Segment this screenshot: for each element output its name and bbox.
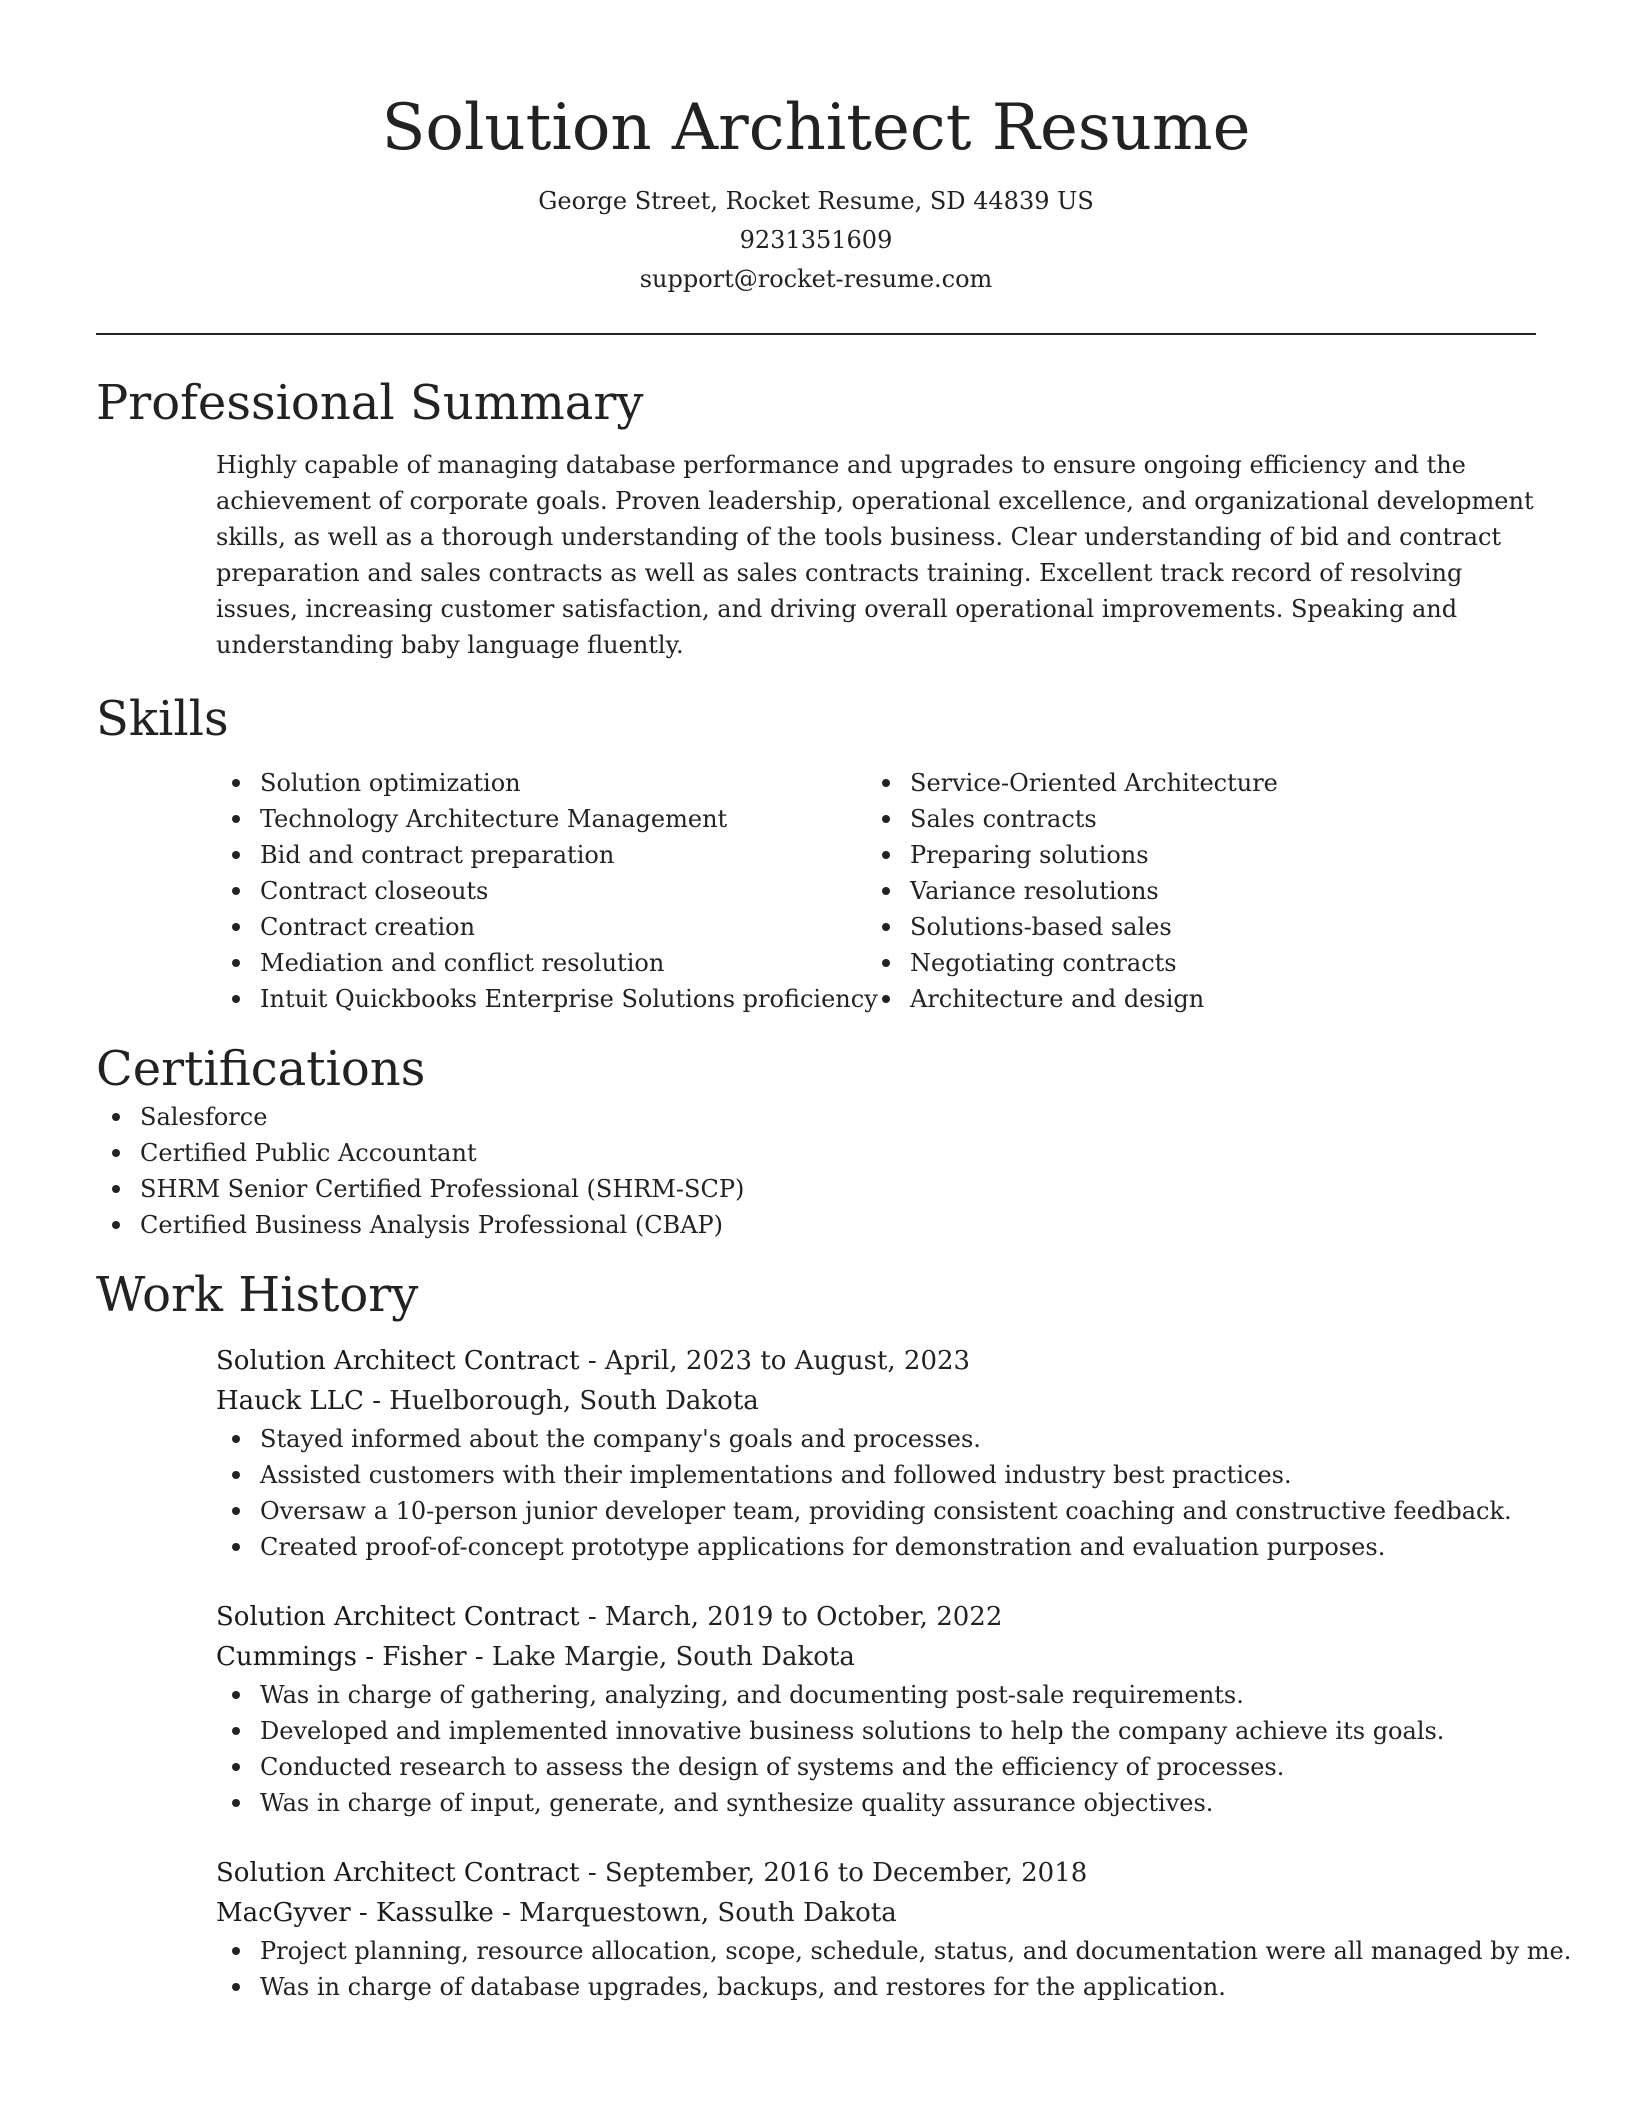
skill-item: Contract creation	[216, 909, 866, 945]
certification-item: SHRM Senior Certified Professional (SHRM-SCP)	[96, 1171, 1536, 1207]
job-title: Solution Architect Contract	[216, 1346, 580, 1376]
contact-email: support@rocket-resume.com	[639, 265, 993, 293]
contact-address: George Street, Rocket Resume, SD 44839 US	[538, 187, 1094, 215]
job-bullet: Was in charge of gathering, analyzing, and documenting post-sale requirements.	[216, 1677, 1536, 1713]
job-entry	[216, 1597, 1536, 1821]
job-dates: - March, 2019 to October, 2022	[579, 1602, 1003, 1632]
job-bullet: Was in charge of database upgrades, backups, and restores for the application.	[216, 1969, 1536, 2005]
certifications-list	[96, 1099, 1536, 1243]
job-bullet: Assisted customers with their implementations and followed industry best practices.	[216, 1457, 1536, 1493]
skill-item: Solutions-based sales	[866, 909, 1278, 945]
summary-text: Highly capable of managing database performance and upgrades to ensure ongoing efficiency and the achievement of corporate goals. Proven leadership, operational excellence, and organizational development skills, as well as a thorough understanding of the tools business. Clear understanding of bid and contract preparation and sales contracts as well as sales contracts training. Excellent track record of resolving issues, increasing customer satisfaction, and driving overall operational improvements. Speaking and understanding baby language fluently.	[216, 451, 1534, 659]
skill-item: Negotiating contracts	[866, 945, 1278, 981]
job-bullet: Was in charge of input, generate, and synthesize quality assurance objectives.	[216, 1785, 1536, 1821]
contact-block	[96, 182, 1536, 299]
resume-title: Solution Architect Resume	[381, 91, 1251, 165]
skill-item: Technology Architecture Management	[216, 801, 866, 837]
work-history-section	[96, 1265, 1572, 2005]
skill-item: Intuit Quickbooks Enterprise Solutions proficiency	[216, 981, 866, 1017]
skill-item: Architecture and design	[866, 981, 1278, 1017]
job-location: - Marquestown, South Dakota	[493, 1898, 897, 1928]
job-bullets	[216, 1421, 1536, 1565]
job-bullet: Created proof-of-concept prototype applications for demonstration and evaluation purposes.	[216, 1529, 1536, 1565]
job-title: Solution Architect Contract	[216, 1858, 580, 1888]
skill-item: Bid and contract preparation	[216, 837, 866, 873]
skill-item: Service-Oriented Architecture	[866, 765, 1278, 801]
summary-section	[96, 373, 1536, 663]
summary-heading: Professional Summary	[96, 375, 644, 431]
job-bullet: Stayed informed about the company's goals and processes.	[216, 1421, 1536, 1457]
job-location: - Huelborough, South Dakota	[363, 1386, 759, 1416]
skills-heading: Skills	[96, 691, 229, 747]
certifications-heading: Certifications	[96, 1041, 426, 1097]
skill-item: Sales contracts	[866, 801, 1278, 837]
contact-phone: 9231351609	[739, 226, 893, 254]
job-bullets	[216, 1933, 1572, 2005]
job-company-line	[216, 1893, 1536, 1933]
certification-item: Salesforce	[96, 1099, 1536, 1135]
job-title: Solution Architect Contract	[216, 1602, 580, 1632]
certification-item: Certified Business Analysis Professional (CBAP)	[96, 1207, 1536, 1243]
skills-section	[96, 689, 1536, 1017]
skill-item: Solution optimization	[216, 765, 866, 801]
job-company: Hauck LLC	[216, 1386, 364, 1416]
skill-item: Contract closeouts	[216, 873, 866, 909]
skill-item: Variance resolutions	[866, 873, 1278, 909]
work-history-heading: Work History	[96, 1267, 419, 1323]
skill-item: Mediation and conflict resolution	[216, 945, 866, 981]
header-divider	[96, 333, 1536, 335]
skills-list-right	[866, 765, 1278, 1017]
job-company: Cummings - Fisher	[216, 1642, 467, 1672]
certifications-section	[96, 1039, 1536, 1243]
job-entry	[216, 1853, 1572, 2005]
job-dates: - September, 2016 to December, 2018	[579, 1858, 1088, 1888]
skills-list-left	[216, 765, 878, 1017]
job-title-line	[216, 1853, 1536, 1893]
job-company-line	[216, 1381, 1536, 1421]
job-company-line	[216, 1637, 1536, 1677]
skills-grid	[96, 765, 1536, 1017]
job-location: - Lake Margie, South Dakota	[466, 1642, 855, 1672]
job-bullets	[216, 1677, 1536, 1821]
resume-page	[96, 0, 1572, 2005]
skill-item: Preparing solutions	[866, 837, 1278, 873]
job-title-line	[216, 1597, 1536, 1637]
job-dates: - April, 2023 to August, 2023	[579, 1346, 971, 1376]
job-bullet: Developed and implemented innovative business solutions to help the company achieve its goals.	[216, 1713, 1536, 1749]
job-entry	[216, 1341, 1536, 1565]
job-bullet: Oversaw a 10-person junior developer team, providing consistent coaching and constructive feedback.	[216, 1493, 1536, 1529]
job-title-line	[216, 1341, 1536, 1381]
job-bullet: Project planning, resource allocation, scope, schedule, status, and documentation were all managed by me.	[216, 1933, 1536, 1969]
certification-item: Certified Public Accountant	[96, 1135, 1536, 1171]
job-bullet: Conducted research to assess the design of systems and the efficiency of processes.	[216, 1749, 1536, 1785]
job-company: MacGyver - Kassulke	[216, 1898, 494, 1928]
